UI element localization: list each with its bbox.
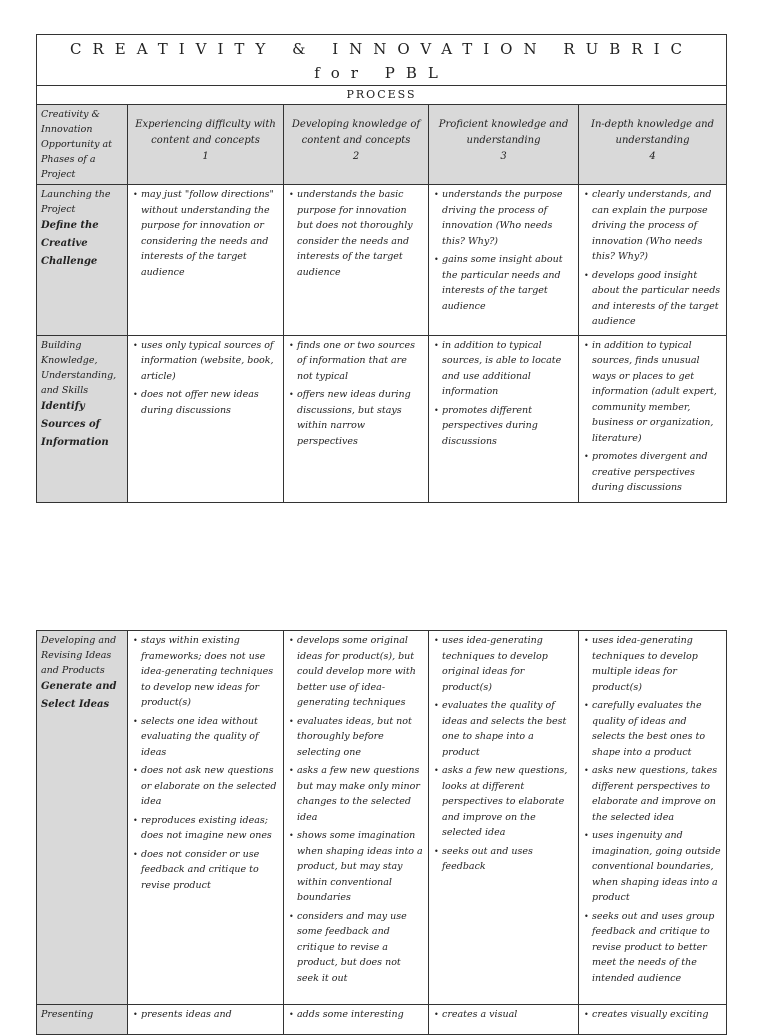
rubric-bullet: • does not consider or use feedback and critique to revise product [141, 847, 279, 894]
header-level-3 [429, 105, 579, 185]
rubric-bullet: • does not offer new ideas during discussions [141, 387, 279, 418]
phase-label: Building Knowledge, Understanding, and Skills [41, 339, 117, 396]
rubric-bullet: • considers and may use some feedback and critique to revise a product, but does not seek it out [297, 909, 424, 987]
rubric-bullet: • develops some original ideas for product(s), but could develop more with better use of idea-generating techniques [297, 633, 424, 711]
rubric-bullet: • evaluates the quality of ideas and selects the best one to shape into a product [442, 698, 574, 760]
rubric-bullet: • in addition to typical sources, is able to locate and use additional information [442, 338, 574, 400]
rubric-bullet: • clearly understands, and can explain the purpose driving the process of innovation (Who needs this? Why?) [592, 187, 722, 265]
rubric-cell [579, 335, 727, 502]
rubric-cell [579, 631, 727, 1005]
rubric-bullet: • in addition to typical sources, finds unusual ways or places to get information (adult expert, community member, business or organization, literature) [592, 338, 722, 447]
rubric-cell [429, 631, 579, 1005]
rubric-bullet: • reproduces existing ideas; does not imagine new ones [141, 813, 279, 844]
phase-label: Developing and Revising Ideas and Products [41, 635, 117, 676]
rubric-bullet: • shows some imagination when shaping ideas into a product, but may stay within conventional boundaries [297, 828, 424, 906]
rubric-table-top [36, 34, 727, 503]
rubric-cell [429, 185, 579, 336]
rubric-row-building [37, 335, 727, 502]
rubric-bullet: • asks a few new questions but may make only minor changes to the selected idea [297, 763, 424, 825]
criterion-label: Define the Creative Challenge [41, 220, 99, 267]
rubric-title: CREATIVITY & INNOVATION RUBRIC for PBL [37, 35, 727, 86]
header-level-2-text: Developing knowledge of content and concepts [291, 119, 421, 146]
phase-label: Presenting [41, 1009, 94, 1020]
rubric-bullet: • develops good insight about the particular needs and interests of the target audience [592, 268, 722, 330]
rubric-cell [284, 1005, 429, 1035]
rubric-bullet: • uses idea-generating techniques to develop original ideas for product(s) [442, 633, 574, 695]
phase-cell [37, 1005, 128, 1035]
phase-label: Launching the Project [41, 189, 111, 215]
rubric-cell [128, 631, 284, 1005]
section-heading: PROCESS [37, 86, 727, 105]
phase-cell [37, 185, 128, 336]
rubric-bullet: • may just "follow directions" without understanding the purpose for innovation or considering the needs and interests of the target audience [141, 187, 279, 280]
rubric-bullet: • creates a visual [442, 1007, 574, 1023]
rubric-bullet: • adds some interesting [297, 1007, 424, 1023]
rubric-cell [284, 631, 429, 1005]
header-level-1 [128, 105, 284, 185]
rubric-bullet: • asks a few new questions, looks at different perspectives to elaborate and improve on the selected idea [442, 763, 574, 841]
rubric-row-developing [37, 631, 727, 1005]
header-phase: Creativity & Innovation Opportunity at Phases of a Project [37, 105, 128, 185]
rubric-bullet: • carefully evaluates the quality of ideas and selects the best ones to shape into a product [592, 698, 722, 760]
phase-cell [37, 335, 128, 502]
header-level-3-number: 3 [500, 151, 507, 162]
rubric-cell [579, 1005, 727, 1035]
rubric-bullet: • understands the purpose driving the process of innovation (Who needs this? Why?) [442, 187, 574, 249]
rubric-bullet: • stays within existing frameworks; does not use idea-generating techniques to develop new ideas for product(s) [141, 633, 279, 711]
header-level-1-text: Experiencing difficulty with content and concepts [135, 119, 276, 146]
rubric-cell [429, 1005, 579, 1035]
rubric-bullet: • seeks out and uses feedback [442, 844, 574, 875]
rubric-table-bottom [36, 630, 727, 1035]
criterion-label: Generate and Select Ideas [41, 681, 117, 710]
rubric-cell [429, 335, 579, 502]
rubric-row-presenting [37, 1005, 727, 1035]
header-level-4-text: In-depth knowledge and understanding [591, 119, 715, 146]
rubric-bullet: • offers new ideas during discussions, but stays within narrow perspectives [297, 387, 424, 449]
rubric-bullet: • presents ideas and [141, 1007, 279, 1023]
rubric-bullet: • promotes divergent and creative perspectives during discussions [592, 449, 722, 496]
rubric-bullet: • finds one or two sources of information that are not typical [297, 338, 424, 385]
rubric-cell [284, 335, 429, 502]
header-level-1-number: 1 [202, 151, 209, 162]
rubric-bullet: • promotes different perspectives during discussions [442, 403, 574, 450]
rubric-cell [128, 185, 284, 336]
rubric-bullet: • uses idea-generating techniques to develop multiple ideas for product(s) [592, 633, 722, 695]
rubric-bullet: • asks new questions, takes different perspectives to elaborate and improve on the selected idea [592, 763, 722, 825]
rubric-cell [579, 185, 727, 336]
header-level-2-number: 2 [352, 151, 360, 162]
header-level-4-number: 4 [649, 151, 656, 162]
header-level-3-text: Proficient knowledge and understanding [438, 119, 569, 146]
rubric-bullet: • seeks out and uses group feedback and critique to revise product to better meet the needs of the intended audience [592, 909, 722, 987]
rubric-cell [128, 335, 284, 502]
rubric-bullet: • understands the basic purpose for innovation but does not thoroughly consider the needs and interests of the target audience [297, 187, 424, 280]
rubric-row-launching [37, 185, 727, 336]
rubric-bullet: • gains some insight about the particular needs and interests of the target audience [442, 252, 574, 314]
header-level-2 [284, 105, 429, 185]
rubric-bullet: • uses only typical sources of information (website, book, article) [141, 338, 279, 385]
header-level-4 [579, 105, 727, 185]
rubric-cell [128, 1005, 284, 1035]
rubric-bullet: • creates visually exciting [592, 1007, 722, 1023]
criterion-label: Identify Sources of Information [41, 400, 109, 448]
rubric-cell [284, 185, 429, 336]
rubric-bullet: • selects one idea without evaluating the quality of ideas [141, 714, 279, 761]
rubric-bullet: • uses ingenuity and imagination, going outside conventional boundaries, when shaping ideas into a product [592, 828, 722, 906]
phase-cell [37, 631, 128, 1005]
rubric-bullet: • does not ask new questions or elaborate on the selected idea [141, 763, 279, 810]
rubric-bullet: • evaluates ideas, but not thoroughly before selecting one [297, 714, 424, 761]
